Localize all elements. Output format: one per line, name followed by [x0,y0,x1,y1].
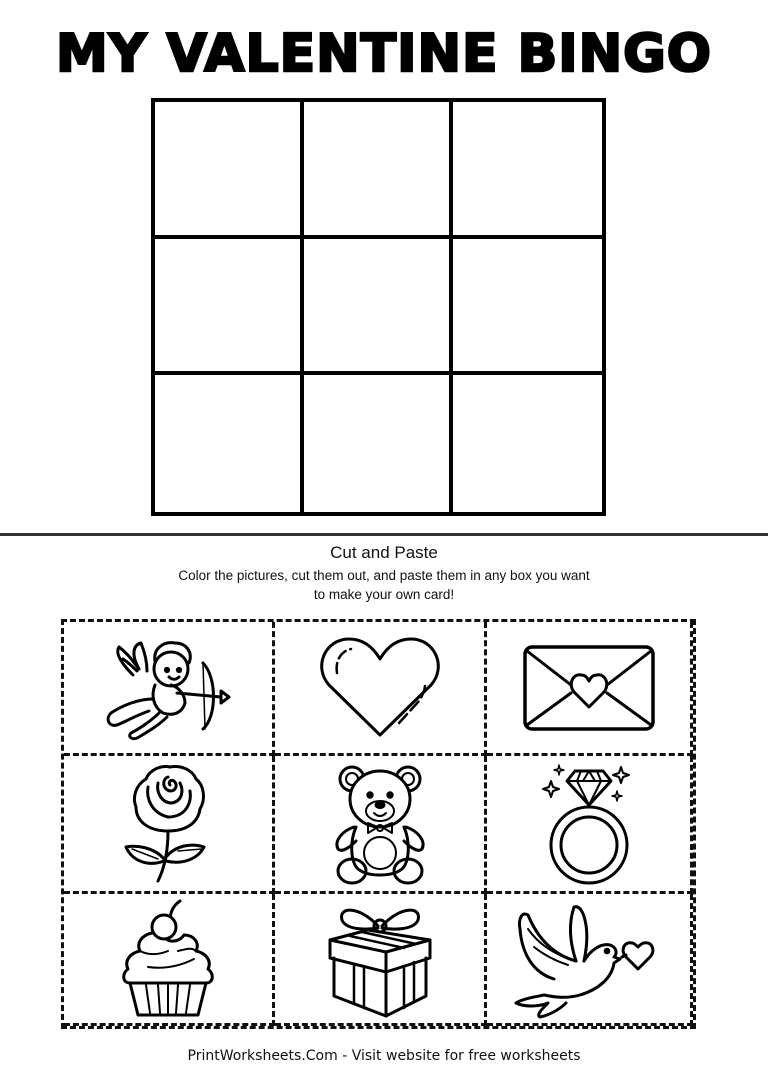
cut-piece-teddy-bear[interactable] [275,756,487,894]
cut-and-paste-heading: Cut and Paste [330,543,438,562]
cupid-icon [93,633,243,743]
page-title: MY VALENTINE BINGO [56,24,712,84]
cut-piece-love-letter[interactable] [487,622,693,756]
cupcake-icon [118,897,218,1021]
cut-piece-dove[interactable] [487,894,693,1026]
bingo-cell-3[interactable] [453,102,602,239]
bingo-cell-8[interactable] [304,375,453,512]
bingo-cell-5[interactable] [304,239,453,376]
bingo-cell-2[interactable] [304,102,453,239]
teddy-bear-icon [328,761,432,887]
love-letter-icon [521,643,657,733]
bingo-grid [151,98,606,516]
bingo-cell-9[interactable] [453,375,602,512]
cut-piece-gift-box[interactable] [275,894,487,1026]
cut-piece-cupid[interactable] [64,622,275,756]
cut-piece-cupcake[interactable] [64,894,275,1026]
cut-and-paste-instructions [0,566,768,604]
section-divider [0,533,768,536]
gift-box-icon [320,896,440,1022]
bingo-cell-7[interactable] [155,375,304,512]
bingo-cell-6[interactable] [453,239,602,376]
rose-icon [118,761,218,887]
diamond-ring-icon [539,761,639,887]
cut-piece-rose[interactable] [64,756,275,894]
heart-icon [315,633,445,743]
footer-credit: PrintWorksheets.Com - Visit website for free worksheets [187,1048,581,1064]
instructions-line-2: to make your own card! [313,587,455,602]
dove-icon [514,899,664,1019]
cut-piece-diamond-ring[interactable] [487,756,693,894]
bingo-cell-4[interactable] [155,239,304,376]
cut-out-grid [61,619,696,1029]
cut-piece-heart[interactable] [275,622,487,756]
bingo-cell-1[interactable] [155,102,304,239]
instructions-line-1: Color the pictures, cut them out, and paste them in any box you want [178,568,590,583]
